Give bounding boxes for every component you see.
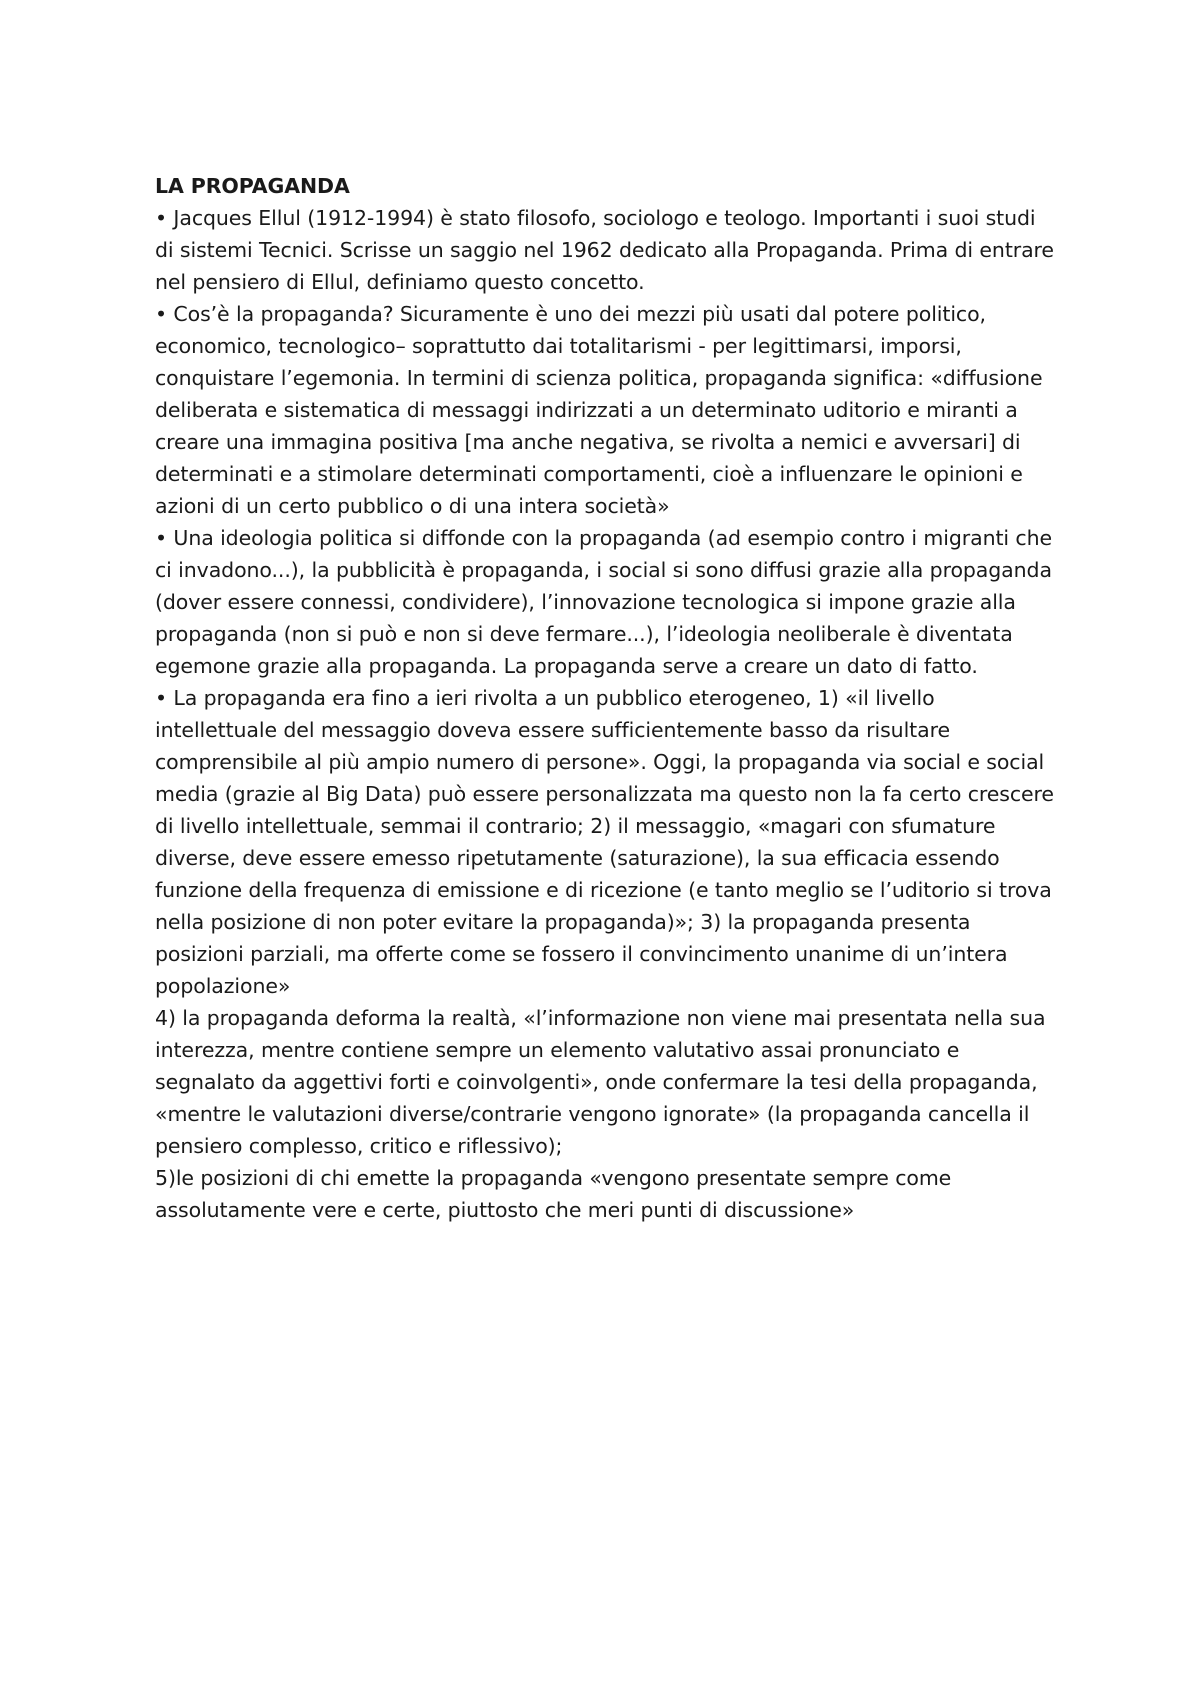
paragraph-definition: • Cos’è la propaganda? Sicuramente è uno dei mezzi più usati dal potere politico, economico, tecnologico– soprattutto dai totalitarismi - per legittimarsi, imporsi, conquistare l’egemonia. In termini di scienza politica, propaganda significa: «diffusione deliberata e sistematica di messaggi indirizzati a un determinato uditorio e miranti a creare una immagina positiva [ma anche negativa, se rivolta a nemici e avversari] di determinati e a stimolare determinati comportamenti, cioè a influenzare le opinioni e azioni di un certo pubblico o di una intera società» <box>155 302 1043 518</box>
paragraph-ellul-intro: • Jacques Ellul (1912-1994) è stato filosofo, sociologo e teologo. Importanti i suoi studi di sistemi Tecnici. Scrisse un saggio nel 1962 dedicato alla Propaganda. Prima di entrare nel pensiero di Ellul, definiamo questo concetto. <box>155 206 1054 294</box>
document-title: LA PROPAGANDA <box>155 174 350 198</box>
paragraph-point-5: 5)le posizioni di chi emette la propaganda «vengono presentate sempre come assolutamente vere e certe, piuttosto che meri punti di discussione» <box>155 1166 952 1222</box>
document-body <box>155 170 1060 1226</box>
paragraph-point-4: 4) la propaganda deforma la realtà, «l’informazione non viene mai presentata nella sua interezza, mentre contiene sempre un elemento valutativo assai pronunciato e segnalato da aggettivi forti e coinvolgenti», onde confermare la tesi della propaganda, «mentre le valutazioni diverse/contrarie vengono ignorate» (la propaganda cancella il pensiero complesso, critico e riflessivo); <box>155 1006 1046 1158</box>
paragraph-characteristics: • La propaganda era fino a ieri rivolta a un pubblico eterogeneo, 1) «il livello intellettuale del messaggio doveva essere sufficientemente basso da risultare comprensibile al più ampio numero di persone». Oggi, la propaganda via social e social media (grazie al Big Data) può essere personalizzata ma questo non la fa certo crescere di livello intellettuale, semmai il contrario; 2) il messaggio, «magari con sfumature diverse, deve essere emesso ripetutamente (saturazione), la sua efficacia essendo funzione della frequenza di emissione e di ricezione (e tanto meglio se l’uditorio si trova nella posizione di non poter evitare la propaganda)»; 3) la propaganda presenta posizioni parziali, ma offerte come se fossero il convincimento unanime di un’intera popolazione» <box>155 686 1054 998</box>
paragraph-examples: • Una ideologia politica si diffonde con la propaganda (ad esempio contro i migranti che ci invadono...), la pubblicità è propaganda, i social si sono diffusi grazie alla propaganda (dover essere connessi, condividere), l’innovazione tecnologica si impone grazie alla propaganda (non si può e non si deve fermare...), l’ideologia neoliberale è diventata egemone grazie alla propaganda. La propaganda serve a creare un dato di fatto. <box>155 526 1052 678</box>
